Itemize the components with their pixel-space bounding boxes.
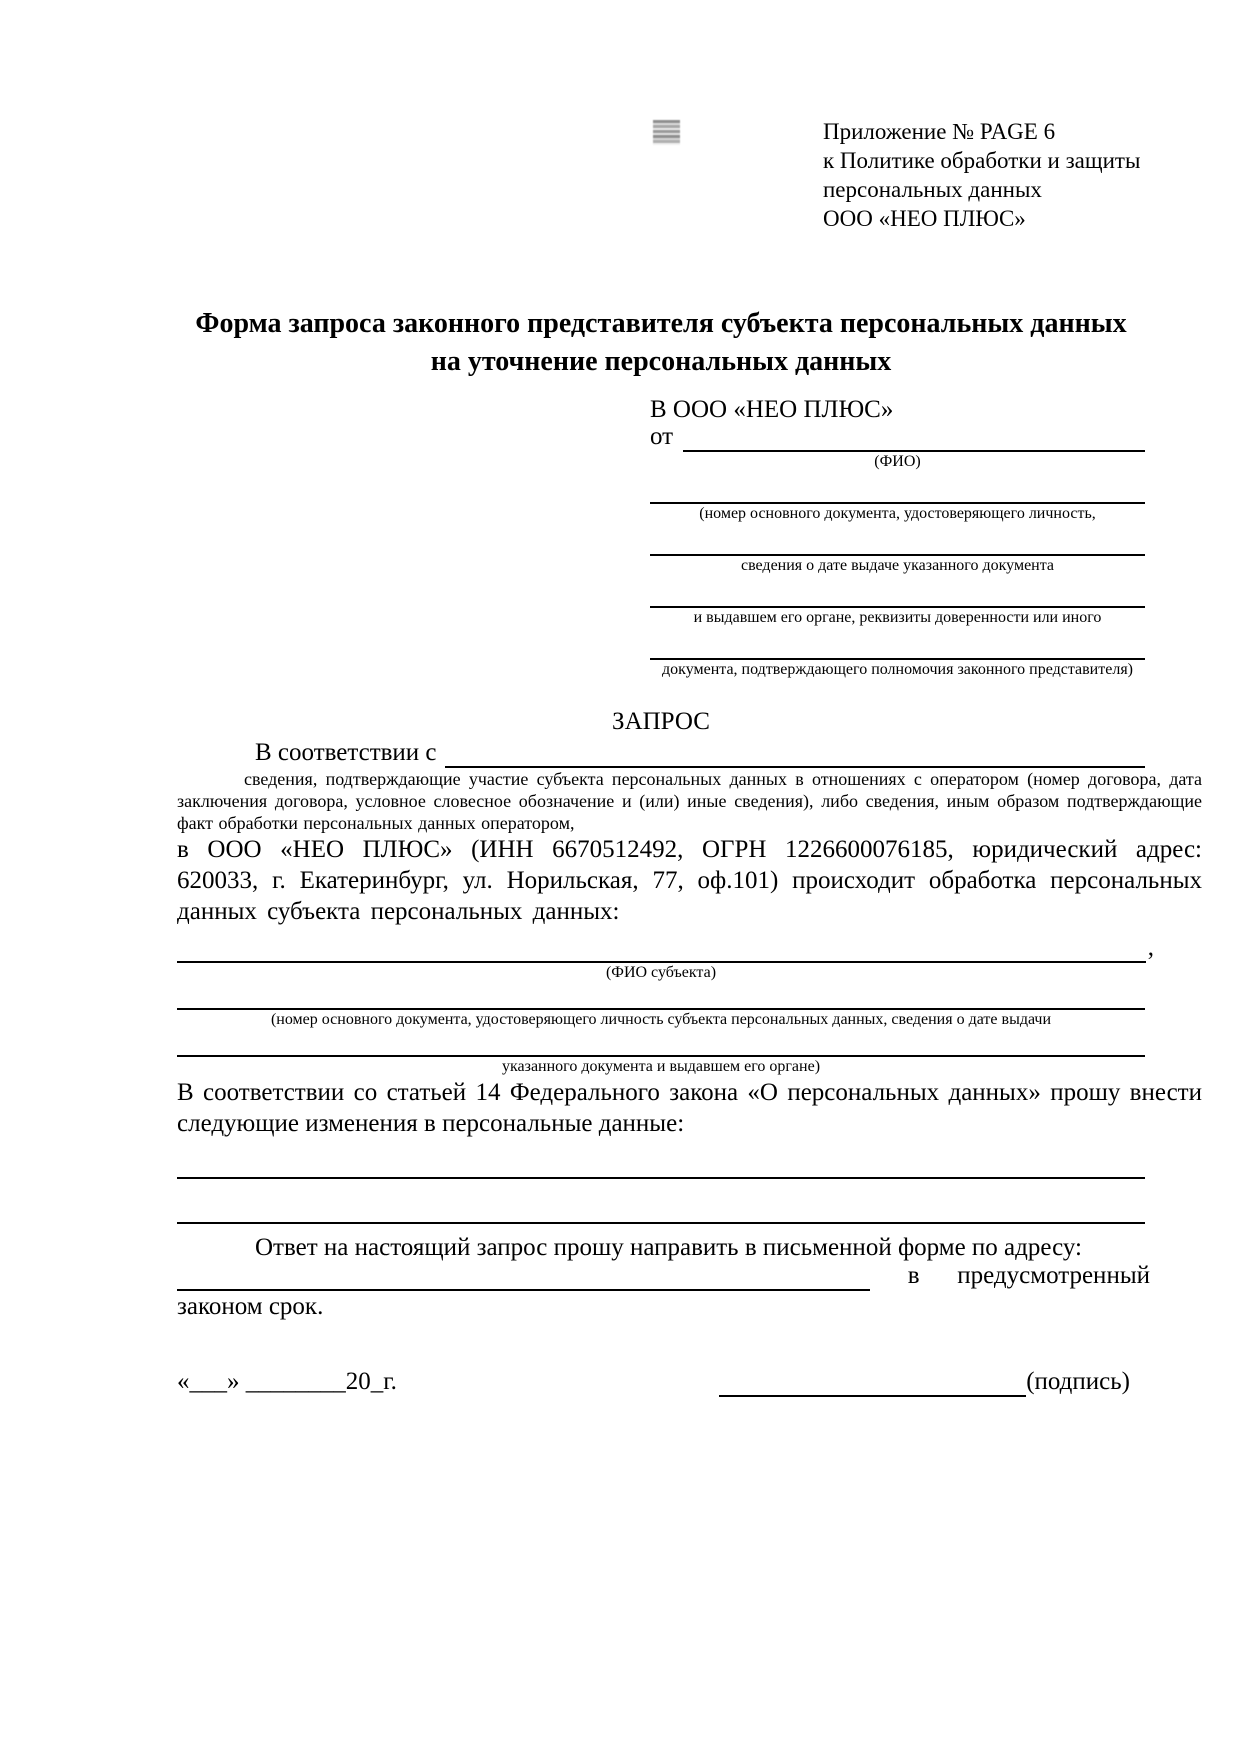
from-row xyxy=(650,425,1145,452)
doc-number-caption: (номер основного документа, удостоверяющего личность, xyxy=(699,505,1096,522)
answer-word-2: предусмотренный xyxy=(957,1262,1150,1289)
form-title-line2: на уточнение персональных данных xyxy=(430,346,892,377)
date-signature-row xyxy=(177,1366,1130,1397)
answer-tail: законом срок. xyxy=(177,1293,324,1320)
article14-paragraph: В соответствии со статьей 14 Федерального закона «О персональных данных» прошу внести следующие изменения в персональные данные: xyxy=(177,1079,1202,1137)
subject-fio-caption: (ФИО субъекта) xyxy=(605,964,717,981)
from-label: от xyxy=(650,423,674,450)
doc-number-fill-in-line[interactable] xyxy=(650,472,1145,504)
request-heading: ЗАПРОС xyxy=(612,708,710,735)
subject-doc-caption-2: указанного документа и выдавшем его органе) xyxy=(501,1058,821,1075)
authority-doc-fill-in-line[interactable] xyxy=(650,628,1145,660)
subject-fio-row xyxy=(177,934,1154,963)
appendix-header-line: ООО «НЕО ПЛЮС» xyxy=(823,206,1026,231)
appendix-header xyxy=(823,117,1193,233)
subject-doc-fill-in-line[interactable] xyxy=(177,983,1145,1010)
issuing-authority-caption: и выдавшем его органе, реквизиты доверенности или иного xyxy=(693,609,1102,626)
fio-caption: (ФИО) xyxy=(874,453,921,470)
subject-fio-comma: , xyxy=(1147,934,1154,961)
form-title xyxy=(177,305,1145,381)
signature-fill-in-line[interactable] xyxy=(719,1373,1026,1397)
appendix-header-line: Приложение № PAGE 6 xyxy=(823,119,1056,144)
subject-doc-fill-in-line-2[interactable] xyxy=(177,1030,1145,1057)
issue-date-caption: сведения о дате выдаче указанного документа xyxy=(740,557,1055,574)
signature-block xyxy=(719,1366,1130,1397)
addressee-block xyxy=(650,395,1145,680)
issue-date-fill-in-line[interactable] xyxy=(650,524,1145,556)
answer-address-row xyxy=(177,1263,1150,1291)
signature-caption: (подпись) xyxy=(1026,1368,1130,1395)
date-fill-in[interactable]: «___» ________20_г. xyxy=(177,1368,397,1395)
form-title-line1: Форма запроса законного представителя субъекта персональных данных xyxy=(195,308,1127,339)
changes-fill-in-line-1[interactable] xyxy=(177,1155,1145,1179)
answer-word-1: в xyxy=(907,1262,920,1289)
footnote-paragraph: сведения, подтверждающие участие субъекта персональных данных в отношениях с оператором (номер договора, дата заключения договора, условное словесное обозначение и (или) иные сведения), либо сведения, иным образом подтверждающие факт обработки персональных данных оператором, xyxy=(177,769,1202,833)
issuing-authority-fill-in-line[interactable] xyxy=(650,576,1145,608)
changes-fill-in-line-2[interactable] xyxy=(177,1179,1145,1224)
appendix-header-line: к Политике обработки и защиты xyxy=(823,148,1141,173)
field-code-artifact-icon xyxy=(653,120,680,145)
accordance-row xyxy=(177,739,1145,768)
appendix-header-line: персональных данных xyxy=(823,177,1042,202)
addressee-to: В ООО «НЕО ПЛЮС» xyxy=(650,396,894,423)
operator-paragraph: в ООО «НЕО ПЛЮС» (ИНН 6670512492, ОГРН 1226600076185, юридический адрес: 620033, г. Екатеринбург, ул. Норильская, 77, оф.101) происходит обработка персональных данных субъекта персональных данных: xyxy=(177,836,1202,925)
address-fill-in-line[interactable] xyxy=(177,1267,870,1291)
answer-lead: Ответ на настоящий запрос прошу направить в письменной форме по адресу: xyxy=(255,1234,1082,1261)
accordance-label: В соответствии с xyxy=(255,739,437,766)
authority-doc-caption: документа, подтверждающего полномочия законного представителя) xyxy=(662,661,1133,678)
subject-doc-caption-1: (номер основного документа, удостоверяющего личность субъекта персональных данных, сведения о дате выдачи xyxy=(270,1011,1052,1028)
